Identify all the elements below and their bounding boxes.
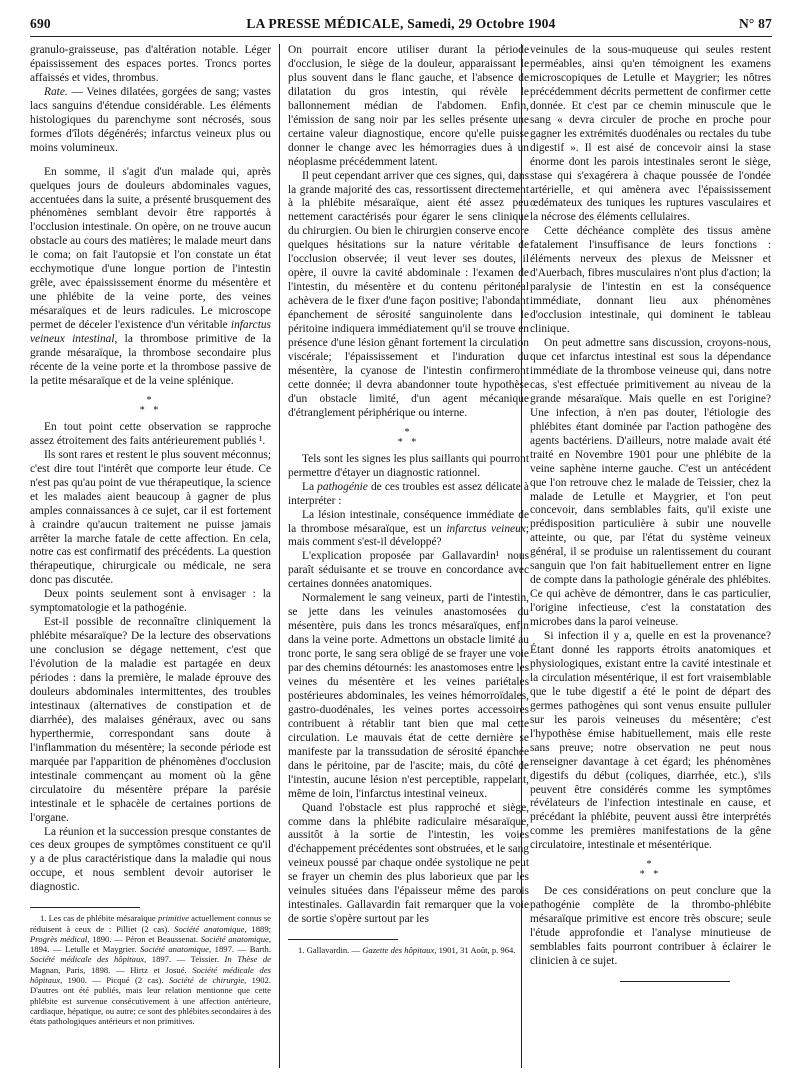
paragraph: Quand l'obstacle est plus rapproché et siège, comme dans la phlébite radiculaire mésaraïque, aussitôt à la sortie de l'intestin, les voies d'échappement précédentes sont obstruées, et le sang veineux poussé par chaque ondée systolique ne peut se frayer un chemin des plus laborieux que par les veinules situées dans l'épaisseur même des parois intestinales. Gallavardin fait remarquer que la voie de sortie s'opère surtout par les: [288, 801, 529, 926]
paragraph: Est-il possible de reconnaître cliniquement la phlébite mésaraïque? De la lecture des observations une conclusion se dégage nettement, c'est que l'évolution de la maladie est partagée en deux périodes : dans la première, le malade éprouve des douleurs abdominales intermittentes, des troubles intestinaux (alternatives de constipation et de diarrhée), des malaises généraux, avec ou sans hyperthermie, correspondant sans doute à l'inflammation du mésentère; la seconde période est marquée par l'apparition de phénomènes d'occlusion intestinale commençant au moment où la gêne circulatoire du mésentère prépare la parésie intestinale et le sphacèle de certaines portions de l'organe.: [30, 616, 271, 824]
italic-term: pathogénie: [317, 480, 368, 493]
section-ornament: * * *: [639, 859, 662, 881]
closing-rule: [620, 981, 730, 982]
paragraph: Si infection il y a, quelle en est la provenance? Étant donné les rapports étroits anatomiques et physiologiques, existant entre la cavité intestinale et la circulation mésentérique, il est fort vraisemblable que le tube digestif a été le point de départ des germes pathogènes qui sont venus ensuite pulluler sur les parois veineuses du mésentère; c'est l'hypothèse émise habituellement, mais elle reste sans preuve; notre observation ne peut nous renseigner davantage à cet égard; les phénomènes digestifs du début (coliques, diarrhée, etc.), s'ils peuvent être considérés comme les symptômes révélateurs de l'infection intestinale en cause, et précédant la phlébite, peuvent aussi être interprétés comme les premières manifestations de la gêne circulatoire, intestinale et mésentérique.: [530, 630, 771, 852]
paragraph: La réunion et la succession presque constantes de ces deux groupes de symptômes constituent ce qu'il y a de plus caractéristique dans la maladie qui nous occupe, et nous semblent devoir autoriser le diagnostic.: [30, 825, 271, 894]
paragraph: veinules de la sous-muqueuse qui seules restent perméables, ainsi qu'en témoignent les examens microscopiques de Letulle et Maygrier; les nôtres précédemment décrits permettent de confirmer cette donnée. Et c'est par ce chemin minuscule que le sang « devra circuler de proche en proche pour gagner les extrémités duodénales ou rectales du tube digestif ». Il est aisé de concevoir ainsi la stase énorme dont les parois intestinales seront le siège, stase qui s'exagérera à chaque poussée de l'ondée artérielle, et qui amènera avec l'épaississement œdémateux des tuniques les ruptures vasculaires et la nécrose des éléments cellulaires.: [530, 44, 771, 224]
header-rule: [30, 36, 772, 37]
italic-term: infarctus veineux intestinal: [30, 319, 271, 346]
paragraph: La lésion intestinale, conséquence immédiate de la thrombose mésaraïque, est un infarctus veineux; mais comment s'est-il développé?: [288, 508, 529, 549]
issue-number: N° 87: [738, 16, 772, 31]
paragraph: Il peut cependant arriver que ces signes, qui, dans la grande majorité des cas, ressortissent directement à la phlébite mésaraïque, aient été assez peu nettement caractérisés pour égarer le sens clinique du chirurgien. Ou bien le chirurgien conserve encore quelques hésitations sur la nature véritable de l'occlusion observée; il veut lever ses doutes, il opère, il ouvre la cavité abdominale : l'examen de l'intestin, du mésentère et du contenu péritonéal achèvera de le fixer d'une façon positive; l'abondant épanchement de sérosité sanguinolente dans le péritoine indiquera immédiatement qu'il se trouve en présence d'une lésion gênant fortement la circulation viscérale; l'épaississement et l'induration du mésentère, la cyanose de l'intestin confirmeront cette donnée; il devra abandonner toute hypothèse d'un obstacle limité, d'un agent mécanique d'étranglement périphérique ou interne.: [288, 169, 529, 419]
column-divider: [279, 44, 280, 1068]
paragraph: En somme, il s'agit d'un malade qui, après quelques jours de douleurs abdominales vagues, accentuées dans la suite, a présenté brusquement des phénomènes semblant devoir être rapportés à l'occlusion intestinale. On opère, on ne trouve aucun obstacle au cours des matières; le malade meurt dans le coma; on fait l'autopsie et l'on constate un état ecchymotique d'une longue portion de l'intestin grêle, avec épaississement énorme du mésentère et une phlébite de la veine porte, des veines mésaraïques et de leurs radicules. Le microscope permet de déceler l'existence d'un véritable infarctus veineux intestinal, la thrombose primitive de la grande mésaraïque, la thrombose secondaire plus récente de la veine porte et la thrombose passive de la petite mésaraïque et de la veine splénique.: [30, 165, 271, 387]
italic-term: infarctus veineux: [446, 522, 526, 535]
paragraph: On pourrait encore utiliser durant la période d'occlusion, le siège de la douleur, apparaissant le plus souvent dans le flanc gauche, et l'absence de dilatation du gros intestin, qui révèle le ballonnement médian de l'abdomen. Enfin, l'émission de sang noir par les selles présente une certaine valeur diagnostique, encore qu'elle puisse donner le change avec les hémorragies dues à un néoplasme précédemment latent.: [288, 44, 529, 168]
paragraph: Deux points seulement sont à envisager : la symptomatologie et la pathogénie.: [30, 588, 271, 615]
footnote-rule: [288, 939, 398, 940]
footnote-rule: [30, 907, 140, 908]
paragraph: L'explication proposée par Gallavardin¹ nous paraît séduisante et se trouve en concordance avec certaines données anatomiques.: [288, 550, 529, 591]
paragraph: Ils sont rares et restent le plus souvent méconnus; c'est dire tout l'intérêt que comporte leur étude. Ce n'est pas qu'au point de vue thérapeutique, la science et les malades aient beaucoup à gagner de plus amples connaissances à ce sujet, car il est fortement à craindre qu'aucun traitement ne puisse jamais arrêter la marche fatale de cette affection. En cela, notre cas est confirmatif des précédents. La question thérapeutique, chirurgicale ou médicale, ne sera donc pas discutée.: [30, 448, 271, 587]
paragraph: Rate. — Veines dilatées, gorgées de sang; vastes lacs sanguins d'étendue considérable. Les éléments histologiques du parenchyme sont nécrosés, sous formes d'îlots dégénérés; infarctus veineux plus ou moins volumineux.: [30, 85, 271, 154]
paragraph: Normalement le sang veineux, parti de l'intestin, se jette dans les veinules anastomosées du mésentère, puis dans les troncs mésaraïques, enfin dans la veine porte. Admettons un obstacle limité au tronc porte, le sang sera obligé de se frayer une voie par des chemins détournés: les anastomoses entre les veines du mésentère et les veines pariétales postérieures abdominales, les veines hémorroïdales, gastro-duodénales, les veines portes accessoires contribuent à rétablir tant bien que mal cette circulation. Le mauvais état de cette dernière se manifeste par la transsudation de sérosité épanchée dans le péritoine, par de l'ascite; mais, du côté de l'intestin, aucune lésion n'est perceptible, rappelant, même de loin, l'infarctus intestinal veineux.: [288, 592, 529, 800]
paragraph: granulo-graisseuse, pas d'altération notable. Léger épaississement des espaces portes. Troncs portes affaissés et vides, thrombus.: [30, 44, 271, 84]
spleen-label: Rate.: [44, 85, 68, 98]
section-ornament: * * *: [397, 426, 420, 448]
page-number: 690: [30, 16, 51, 31]
paragraph: Tels sont les signes les plus saillants qui pourront permettre d'étayer un diagnostic rationnel.: [288, 452, 529, 479]
column-left: [30, 44, 271, 1070]
paragraph: La pathogénie de ces troubles est assez délicate à interpréter :: [288, 480, 529, 507]
column-right: [530, 44, 771, 1070]
paragraph: En tout point cette observation se rapproche assez étroitement des faits antérieurement publiés ¹.: [30, 420, 271, 447]
paragraph: Cette déchéance complète des tissus amène fatalement l'insuffisance de leurs fonctions : éléments nerveux des plexus de Meissner et d'Auerbach, fibres musculaires n'ont plus d'action; la paralysie de l'intestin en est la conséquence immédiate, donnant lieu aux phénomènes d'occlusion intestinale, qui dominent le tableau clinique.: [530, 225, 771, 336]
page-header: [30, 16, 772, 38]
paragraph: On peut admettre sans discussion, croyons-nous, que cet infarctus intestinal est sous la dépendance immédiate de la thrombose veineuse qui, dans notre cas, s'est effectuée primitivement au niveau de la grande mésaraïque. Mais quelle en est l'origine? Une infection, à n'en pas douter, l'étiologie des phlébites étant dominée par l'action pathogène des agents bactériens. D'ailleurs, notre malade avait été traité en Novembre 1901 pour une phlébite de la veine saphène interne gauche. C'est un antécédent que l'on retrouve chez le malade de Teissier, chez la malade de Letulle et Maygrier, et l'on peut concevoir, dans semblables faits, qu'il existe une prédisposition particulière à subir une nouvelle atteinte, ou que, par l'état du système veineux général, il se produise un ralentissement du courant sanguin que l'on fait habituellement entrer en ligne de compte dans la pathologie générale des phlébites. Ce qui achève de démontrer, dans le cas particulier, l'origine infectieuse, c'est la constatation des microbes dans la paroi veineuse.: [530, 337, 771, 629]
running-title: LA PRESSE MÉDICALE, Samedi, 29 Octobre 1904: [246, 16, 556, 31]
section-ornament: * * *: [139, 394, 162, 416]
footnote: 1. Gallavardin. — Gazette des hôpitaux, 1901, 31 Août, p. 964.: [298, 945, 516, 956]
footnote: 1. Les cas de phlébite mésaraïque primitive actuellement connus se réduisent à ceux de : Pilliet (2 cas). Société anatomique, 1889; Progrès médical, 1890. — Péron et Beaussenat. Société anatomique, 1894. — Letulle et Maygrier. Société anatomique, 1897. — Barth. Société médicale des hôpitaux, 1897. — Teissier. In Thèse de Magnan, Paris, 1898. — Hirtz et Josué. Société médicale des hôpitaux, 1900. — Picqué (2 cas). Société de chirurgie, 1902. D'autres ont été publiés, mais leur relation mentionne que cette phlébite est survenue consécutivement à une affection antérieure, cardiaque, hépatique, ou autre; ce sont des phlébites secondaires à des états pathologiques antérieurs et non primitives.: [30, 913, 271, 1027]
column-middle: [288, 44, 529, 1070]
paragraph: De ces considérations on peut conclure que la pathogénie complète de la thrombo-phlébite mésaraïque primitive est encore très obscure; seule l'étude approfondie et l'analyse minutieuse de semblables faits pourront contribuer à éclairer le clinicien à ce sujet.: [530, 885, 771, 968]
